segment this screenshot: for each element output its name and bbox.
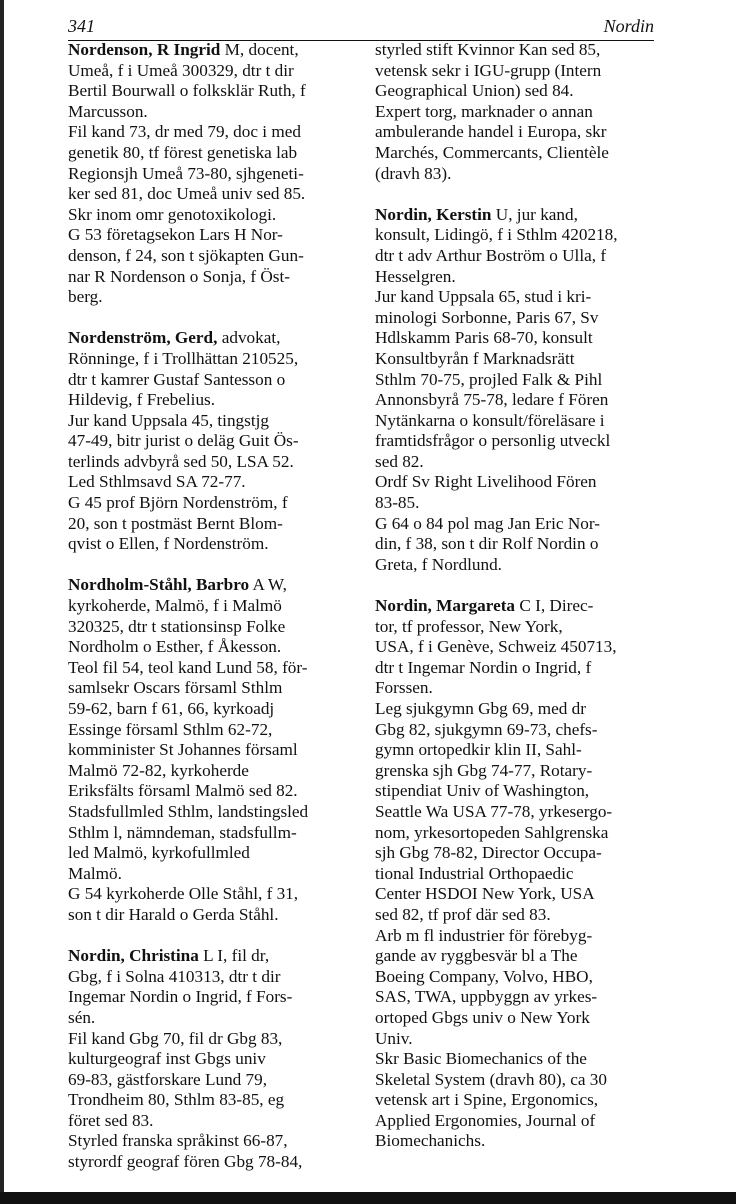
- entry-text: Stadsfullmled Sthlm, landstingsled: [68, 801, 309, 821]
- text-line: [375, 1049, 661, 1070]
- text-line: [68, 349, 368, 370]
- text-line: [375, 164, 661, 185]
- entry-text: tional Industrial Orthopaedic: [375, 863, 574, 883]
- text-line: [68, 164, 368, 185]
- entry-text: qvist o Ellen, f Nordenström.: [68, 534, 269, 554]
- entry-text: sed 82.: [375, 451, 424, 471]
- text-line: [375, 81, 661, 102]
- text-line: [375, 61, 661, 82]
- running-title: Nordin: [603, 16, 654, 36]
- entry-text: Malmö.: [68, 863, 122, 883]
- entry-text: Marchés, Commercants, Clientèle: [375, 142, 609, 162]
- entry-text: Seattle Wa USA 77-78, yrkesergo-: [375, 801, 613, 821]
- text-line: [68, 637, 368, 658]
- text-line: [68, 1008, 368, 1029]
- text-line: [375, 987, 661, 1008]
- entry-text: Malmö 72-82, kyrkoherde: [68, 760, 249, 780]
- left-column: [68, 40, 368, 1193]
- entry-text: Fil kand Gbg 70, fil dr Gbg 83,: [68, 1028, 283, 1048]
- entry-name: Nordholm-Ståhl, Barbro: [68, 575, 250, 595]
- text-line: [375, 102, 661, 123]
- text-line: [375, 864, 661, 885]
- entry-text: Applied Ergonomies, Journal of: [375, 1110, 596, 1130]
- text-line: [375, 349, 661, 370]
- entry-text: G 53 företagsekon Lars H Nor-: [68, 225, 283, 245]
- text-line: [68, 472, 368, 493]
- entry-text: USA, f i Genève, Schweiz 450713,: [375, 637, 617, 657]
- text-line: [68, 287, 368, 308]
- text-line: [68, 946, 368, 967]
- entry-text: Arb m fl industrier för förebyg-: [375, 925, 593, 945]
- entry-text: Nordholm o Esther, f Åkesson.: [68, 637, 282, 657]
- text-line: [68, 678, 368, 699]
- text-line: [68, 884, 368, 905]
- entry-name: Nordin, Kerstin: [375, 204, 492, 224]
- entry-text: Hdlskamm Paris 68-70, konsult: [375, 328, 593, 348]
- entry-text: Hesselgren.: [375, 266, 456, 286]
- text-line: [68, 431, 368, 452]
- text-line: [68, 143, 368, 164]
- entry-text: kyrkoherde, Malmö, f i Malmö: [68, 596, 282, 616]
- entry-text: dtr t adv Arthur Boström o Ulla, f: [375, 245, 607, 265]
- text-line: [375, 370, 661, 391]
- entry-text: Ingemar Nordin o Ingrid, f Fors-: [68, 987, 293, 1007]
- text-line: [375, 40, 661, 61]
- text-line: [375, 802, 661, 823]
- text-line: [68, 81, 368, 102]
- text-line: [375, 246, 661, 267]
- text-line: [68, 802, 368, 823]
- entry-text: Sthlm 70-75, projled Falk & Pihl: [375, 369, 603, 389]
- text-line: [375, 143, 661, 164]
- entry-text: konsult, Lidingö, f i Sthlm 420218,: [375, 225, 618, 245]
- entry-text: son t dir Harald o Gerda Ståhl.: [68, 904, 279, 924]
- entry-text: led Malmö, kyrkofullmled: [68, 843, 250, 863]
- text-line: [68, 761, 368, 782]
- entry-text: G 64 o 84 pol mag Jan Eric Nor-: [375, 513, 600, 533]
- entry-text: 47-49, bitr jurist o deläg Guit Ös-: [68, 431, 299, 451]
- text-line: [68, 370, 368, 391]
- text-line: [68, 1152, 368, 1173]
- entry-text: ker sed 81, doc Umeå univ sed 85.: [68, 184, 306, 204]
- text-line: [68, 514, 368, 535]
- text-line: [68, 534, 368, 555]
- entry-text: sén.: [68, 1007, 96, 1027]
- entry-name: Nordenström, Gerd,: [68, 328, 218, 348]
- entry-text: L I, fil dr,: [198, 946, 270, 966]
- entry-text: denson, f 24, son t sjökapten Gun-: [68, 245, 304, 265]
- entry-text: Boeing Company, Volvo, HBO,: [375, 966, 593, 986]
- text-line: [68, 575, 368, 596]
- text-line: [68, 658, 368, 679]
- entry-text: advokat,: [217, 328, 281, 348]
- entry-text: Greta, f Nordlund.: [375, 554, 502, 574]
- biography-entry: [68, 575, 368, 925]
- entry-text: terlinds advbyrå sed 50, LSA 52.: [68, 451, 294, 471]
- entry-text: dtr t kamrer Gustaf Santesson o: [68, 369, 286, 389]
- entry-text: Univ.: [375, 1028, 413, 1048]
- text-line: [375, 267, 661, 288]
- text-line: [375, 678, 661, 699]
- text-line: [375, 720, 661, 741]
- text-line: [68, 225, 368, 246]
- scan-edge: [0, 0, 4, 1204]
- text-line: [375, 225, 661, 246]
- entry-text: din, f 38, son t dir Rolf Nordin o: [375, 534, 599, 554]
- text-line: [375, 946, 661, 967]
- entry-text: Jur kand Uppsala 65, stud i kri-: [375, 287, 592, 307]
- text-line: [375, 390, 661, 411]
- text-line: [68, 102, 368, 123]
- text-line: [375, 328, 661, 349]
- text-line: [375, 308, 661, 329]
- text-line: [68, 617, 368, 638]
- entry-text: grenska sjh Gbg 74-77, Rotary-: [375, 760, 593, 780]
- entry-text: vetensk sekr i IGU-grupp (Intern: [375, 60, 602, 80]
- biography-entry: [68, 328, 368, 555]
- entry-text: gymn ortopedkir klin II, Sahl-: [375, 740, 582, 760]
- text-line: [68, 1090, 368, 1111]
- text-line: [68, 596, 368, 617]
- right-column: [375, 40, 661, 1173]
- entry-text: föret sed 83.: [68, 1110, 154, 1130]
- entry-text: 83-85.: [375, 493, 420, 513]
- text-line: [68, 1111, 368, 1132]
- entry-text: Marcusson.: [68, 101, 148, 121]
- entry-text: Essinge församl Sthlm 62-72,: [68, 719, 273, 739]
- entry-text: Konsultbyrån f Marknadsrätt: [375, 348, 575, 368]
- entry-text: Hildevig, f Frebelius.: [68, 390, 216, 410]
- entry-text: C I, Direc-: [515, 596, 594, 616]
- text-line: [375, 431, 661, 452]
- text-line: [375, 287, 661, 308]
- entry-text: Gbg, f i Solna 410313, dtr t dir: [68, 966, 281, 986]
- entry-text: nom, yrkesortopeden Sahlgrenska: [375, 822, 609, 842]
- scan-bottom-edge: [0, 1192, 736, 1204]
- entry-text: Skeletal System (dravh 80), ca 30: [375, 1069, 607, 1089]
- entry-text: Eriksfälts församl Malmö sed 82.: [68, 781, 298, 801]
- entry-text: 59-62, barn f 61, 66, kyrkoadj: [68, 699, 275, 718]
- entry-text: Teol fil 54, teol kand Lund 58, för-: [68, 657, 308, 677]
- text-line: [68, 781, 368, 802]
- text-line: [375, 699, 661, 720]
- biography-entry: [68, 946, 368, 1173]
- text-line: [68, 987, 368, 1008]
- text-line: [375, 1131, 661, 1152]
- entry-text: Annonsbyrå 75-78, ledare f Fören: [375, 390, 609, 410]
- entry-text: SAS, TWA, uppbyggn av yrkes-: [375, 987, 598, 1007]
- entry-text: styrled stift Kvinnor Kan sed 85,: [375, 40, 601, 59]
- text-line: [68, 1070, 368, 1091]
- entry-text: G 54 kyrkoherde Olle Ståhl, f 31,: [68, 884, 299, 904]
- text-line: [375, 884, 661, 905]
- text-line: [68, 823, 368, 844]
- entry-text: U, jur kand,: [491, 204, 578, 224]
- entry-text: Geographical Union) sed 84.: [375, 81, 574, 101]
- entry-text: Styrled franska språkinst 66-87,: [68, 1131, 288, 1151]
- text-line: [375, 596, 661, 617]
- text-line: [68, 1029, 368, 1050]
- text-line: [375, 617, 661, 638]
- entry-text: vetensk art i Spine, Ergonomics,: [375, 1090, 599, 1110]
- text-line: [375, 411, 661, 432]
- entry-text: Rönninge, f i Trollhättan 210525,: [68, 348, 299, 368]
- text-line: [68, 740, 368, 761]
- entry-text: Sthlm l, nämndeman, stadsfullm-: [68, 822, 297, 842]
- text-line: [375, 967, 661, 988]
- entry-text: dtr t Ingemar Nordin o Ingrid, f: [375, 657, 592, 677]
- text-line: [375, 555, 661, 576]
- entry-text: Ordf Sv Right Livelihood Fören: [375, 472, 597, 492]
- entry-text: Regionsjh Umeå 73-80, sjhgeneti-: [68, 163, 304, 183]
- entry-text: Center HSDOI New York, USA: [375, 884, 595, 904]
- text-line: [375, 843, 661, 864]
- biography-entry: [375, 40, 661, 184]
- entry-text: Leg sjukgymn Gbg 69, med dr: [375, 699, 587, 718]
- text-line: [375, 658, 661, 679]
- entry-text: stipendiat Univ of Washington,: [375, 781, 590, 801]
- text-line: [68, 205, 368, 226]
- entry-name: Nordin, Christina: [68, 946, 199, 966]
- text-line: [68, 864, 368, 885]
- entry-text: Nytänkarna o konsult/föreläsare i: [375, 410, 605, 430]
- text-line: [375, 122, 661, 143]
- text-line: [375, 1111, 661, 1132]
- entry-text: Forssen.: [375, 678, 433, 698]
- text-line: [68, 493, 368, 514]
- entry-text: framtidsfrågor o personlig utveckl: [375, 431, 611, 451]
- text-line: [375, 905, 661, 926]
- entry-text: 20, son t postmäst Bernt Blom-: [68, 513, 283, 533]
- entry-text: Trondheim 80, Sthlm 83-85, eg: [68, 1090, 285, 1110]
- entry-text: tor, tf professor, New York,: [375, 616, 563, 636]
- text-line: [375, 781, 661, 802]
- text-line: [375, 1070, 661, 1091]
- text-line: [375, 823, 661, 844]
- text-line: [68, 452, 368, 473]
- biography-entry: [375, 205, 661, 576]
- entry-text: komminister St Johannes församl: [68, 740, 298, 760]
- text-line: [68, 843, 368, 864]
- entry-text: Led Sthlmsavd SA 72-77.: [68, 472, 246, 492]
- entry-name: Nordin, Margareta: [375, 596, 516, 616]
- text-line: [68, 184, 368, 205]
- entry-text: gande av ryggbesvär bl a The: [375, 946, 578, 966]
- text-line: [375, 740, 661, 761]
- entry-text: Biomechanichs.: [375, 1131, 486, 1151]
- entry-text: A W,: [249, 575, 287, 595]
- text-line: [68, 40, 368, 61]
- entry-text: berg.: [68, 287, 103, 307]
- entry-text: Expert torg, marknader o annan: [375, 101, 593, 121]
- entry-text: Skr Basic Biomechanics of the: [375, 1049, 587, 1069]
- entry-text: kulturgeograf inst Gbgs univ: [68, 1049, 266, 1069]
- page-header: [68, 12, 654, 41]
- entry-text: Gbg 82, sjukgymn 69-73, chefs-: [375, 719, 598, 739]
- text-line: [375, 637, 661, 658]
- entry-text: ortoped Gbgs univ o New York: [375, 1007, 590, 1027]
- entry-text: styrordf geograf fören Gbg 78-84,: [68, 1152, 303, 1172]
- text-line: [68, 1131, 368, 1152]
- entry-text: 320325, dtr t stationsinsp Folke: [68, 616, 286, 636]
- entry-text: Skr inom omr genotoxikologi.: [68, 204, 277, 224]
- entry-text: 69-83, gästforskare Lund 79,: [68, 1069, 268, 1089]
- text-line: [68, 720, 368, 741]
- text-line: [375, 1029, 661, 1050]
- entry-text: Jur kand Uppsala 45, tingstjg: [68, 410, 269, 430]
- text-line: [375, 472, 661, 493]
- biography-entry: [375, 596, 661, 1152]
- text-line: [68, 390, 368, 411]
- text-line: [68, 122, 368, 143]
- biography-entry: [68, 40, 368, 308]
- text-line: [375, 1008, 661, 1029]
- text-line: [68, 411, 368, 432]
- entry-text: samlsekr Oscars församl Sthlm: [68, 678, 283, 698]
- entry-text: (dravh 83).: [375, 163, 452, 183]
- text-line: [68, 246, 368, 267]
- text-line: [68, 267, 368, 288]
- entry-text: sjh Gbg 78-82, Director Occupa-: [375, 843, 602, 863]
- text-line: [375, 761, 661, 782]
- entry-text: ambulerande handel i Europa, skr: [375, 122, 607, 142]
- text-line: [68, 967, 368, 988]
- text-line: [68, 61, 368, 82]
- entry-text: genetik 80, tf förest genetiska lab: [68, 142, 298, 162]
- text-line: [68, 1049, 368, 1070]
- text-line: [375, 514, 661, 535]
- entry-name: Nordenson, R Ingrid: [68, 40, 221, 59]
- text-line: [375, 493, 661, 514]
- entry-text: Bertil Bourwall o folksklär Ruth, f: [68, 81, 306, 101]
- entry-text: M, docent,: [220, 40, 299, 59]
- entry-text: minologi Sorbonne, Paris 67, Sv: [375, 307, 599, 327]
- text-line: [375, 926, 661, 947]
- page-number: 341: [68, 16, 95, 36]
- text-line: [375, 1090, 661, 1111]
- entry-text: Umeå, f i Umeå 300329, dtr t dir: [68, 60, 294, 80]
- text-line: [375, 205, 661, 226]
- text-line: [68, 328, 368, 349]
- text-line: [68, 699, 368, 720]
- text-line: [68, 905, 368, 926]
- text-line: [375, 534, 661, 555]
- entry-text: sed 82, tf prof där sed 83.: [375, 904, 551, 924]
- text-line: [375, 452, 661, 473]
- entry-text: nar R Nordenson o Sonja, f Öst-: [68, 266, 290, 286]
- entry-text: G 45 prof Björn Nordenström, f: [68, 493, 288, 513]
- entry-text: Fil kand 73, dr med 79, doc i med: [68, 122, 301, 142]
